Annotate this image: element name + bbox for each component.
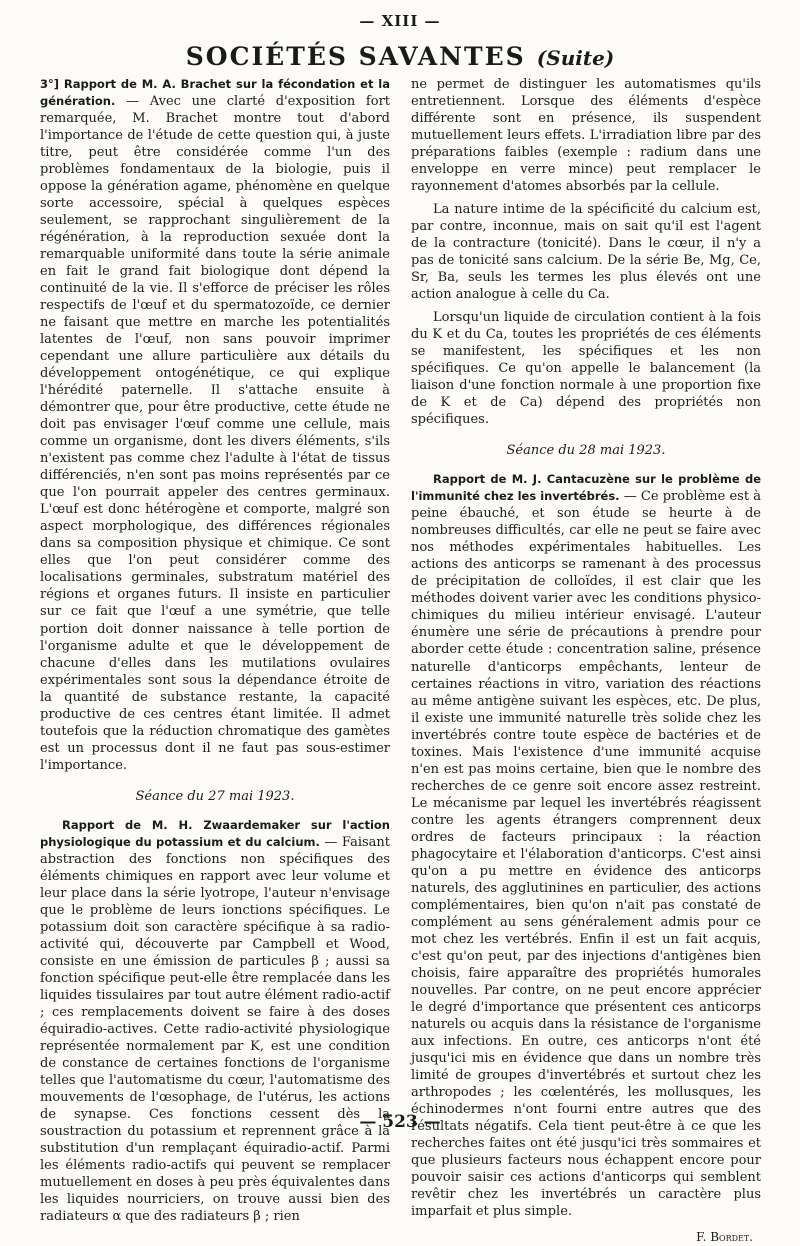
section-header <box>0 42 800 71</box>
left-column <box>40 76 390 1231</box>
cantacuzene-report-title: Rapport de M. J. Cantacuzène sur le problème de l'immunité chez les invertébrés. <box>411 472 761 504</box>
page-number-bottom: — 523 — <box>359 1112 441 1132</box>
section-title-suite: (Suite) <box>536 46 615 70</box>
cantacuzene-report <box>411 471 761 1220</box>
zwaardemaker-continuation: ne permet de distinguer les automatismes qu'ils entretiennent. Lorsque des éléments d'espèce différente sont en présence, ils suspendent mutuellement leurs effets. L'irradiation libre par des préparations faibles (exemple : radium dans une enveloppe en verre mince) peut remplacer le rayonnement d'atomes absorbés par la cellule. <box>411 77 761 195</box>
brachet-report <box>40 76 390 774</box>
cantacuzene-report-text: — Ce problème est à peine ébauché, et son étude se heurte à de nombreuses difficultés, car elle ne peut se faire avec nos méthodes expérimentales habituelles. Les actions des anticorps se ramenant à des processus de précipitation de colloïdes, il est clair que les méthodes doivent varier avec les conditions physico-chimiques du milieu intérieur envisagé. L'auteur énumère une série de précautions à prendre pour aborder cette étude : concentration saline, présence naturelle d'anticorps empêchants, lenteur de certaines réactions in vitro, variation des réactions au même antigène suivant les espèces, etc. De plus, il existe une immunité naturelle très solide chez les invertébrés contre toute espèce de bactéries et de toxines. Mais l'existence d'une immunité acquise n'en est pas moins certaine, bien que le nombre des recherches de ce genre soit encore assez restreint. Le mécanisme par lequel les invertébrés réagissent contre les agents étrangers comprennent deux ordres de facteurs principaux : la réaction phagocytaire et l'élaboration d'anticorps. C'est ainsi qu'on a pu mettre en évidence des anticorps naturels, des agglutinines en particulier, des actions complémentaires, bien qu'on n'ait pas constaté de complément au sens généralement admis pour ce mot chez les vertébrés. Enfin il est un fait acquis, c'est qu'on peut, par des injections d'antigènes bien choisis, faire apparaître des propriétés humorales nouvelles. Par contre, on ne peut encore apprécier le degré d'importance que présentent ces anticorps naturels ou acquis dans la résistance de l'organisme aux infections. En outre, ces anticorps n'ont été jusqu'ici mis en évidence que dans un nombre très limité de groupes d'invertébrés et surtout chez les arthropodes ; les cœlentérés, les mollusques, les échinodermes n'ont fourni entre autres que des résultats négatifs. Cela tient peut-être à ce que les recherches faites ont été jusqu'ici très sommaires et que plusieurs facteurs nous échappent encore pour pouvoir saisir ces actions d'anticorps qui semblent revêtir chez les invertébrés un caractère plus imparfait et plus simple. <box>411 489 761 1219</box>
session-date-28-mai: Séance du 28 mai 1923. <box>506 443 666 459</box>
zwaardemaker-balance-paragraph: Lorsqu'un liquide de circulation contient à la fois du K et du Ca, toutes les propriétés de ces éléments se manifestent, les spécifiques et les non spécifiques. Ce qu'on appelle le balancement (la liaison d'une fonction normale à une proportion fixe de K et de Ca) dépend des propriétés non spécifiques. <box>411 310 761 428</box>
zwaardemaker-report-title: Rapport de M. H. Zwaardemaker sur l'action physiologique du potassium et du calcium. <box>40 817 390 849</box>
zwaardemaker-calcium-paragraph: La nature intime de la spécificité du calcium est, par contre, inconnue, mais on sait qu'il est l'agent de la contracture (tonicité). Dans le cœur, il n'y a pas de tonicité sans calcium. De la série Be, Mg, Ce, Sr, Ba, seuls les termes les plus élevés ont une action analogue à celle du Ca. <box>411 202 761 303</box>
brachet-report-text: — Avec une clarté d'exposition fort remarquée, M. Brachet montre tout d'abord l'importance de l'étude de cette question qui, à juste titre, peut être considérée comme l'un des problèmes fondamentaux de la biologie, puis il oppose la génération agame, phénomène en quelque sorte accessoire, spécial à quelques espèces seulement, se rapprochant singulièrement de la régénération, à la reproduction sexuée dont la remarquable uniformité dans toute la série animale en fait le grand fait biologique dont dépend la continuité de la vie. Il s'efforce de préciser les rôles respectifs de l'œuf et du spermatozoïde, ce dernier ne faisant que mettre en marche les potentialités latentes de l'œuf, non sans pouvoir imprimer cependant une allure particulière aux détails du développement ontogénétique, ce qui explique l'hérédité paternelle. Il s'attache ensuite à démontrer que, pour être productive, cette étude ne doit pas envisager l'œuf comme une cellule, mais comme un organisme, dont les divers éléments, s'ils n'existent pas comme chez l'adulte à l'état de tissus différenciés, n'en sont pas moins représentés par ce que l'on pourrait appeler des centres germinaux. L'œuf est donc hétérogène et comporte, malgré son aspect morphologique, des différences régionales dans sa composition physique et chimique. Ce sont elles que l'on peut considérer comme des localisations germinales, substratum matériel des régions et organes futurs. Il insiste en particulier sur ce fait que l'œuf a une symétrie, que telle portion doit donner naissance à telle portion de l'organisme adulte et que le développement de chacune d'elles dans les mutilations ovulaires expérimentales sont sous la dépendance étroite de la quantité de substance restante, la capacité productive de ces centres étant limitée. Il admet toutefois que la réduction chromatique des gamètes est un processus dont il ne faut pas sous-estimer l'importance. <box>40 94 391 773</box>
page-number-top: — XIII — <box>359 12 441 30</box>
section-title: SOCIÉTÉS SAVANTES <box>185 42 526 71</box>
session-date-27-mai: Séance du 27 mai 1923. <box>135 788 295 804</box>
author-signature: F. Bordet. <box>696 1230 753 1245</box>
right-column <box>411 76 761 1246</box>
zwaardemaker-report-text: — Faisant abstraction des fonctions non spécifiques des éléments chimiques en rapport avec leur volume et leur place dans la série lyotrope, l'auteur n'envisage que le problème de leurs ionctions spécifiques. Le potassium doit son caractère spécifique à sa radio-activité qui, découverte par Campbell et Wood, consiste en une émission de particules β ; aussi sa fonction spécifique peut-elle être remplacée dans les liquides tissulaires par tout autre élément radio-actif ; ces remplacements doivent se faire à des doses équiradio-actives. Cette radio-activité physiologique représentée normalement par K, est une condition de constance de certaines fonctions de l'organisme telles que l'automatisme du cœur, l'automatisme des mouvements de l'œsophage, de l'utérus, les actions de synapse. Ces fonctions cessent dès la soustraction du potassium et reprennent grâce à la substitution d'un remplaçant équiradio-actif. Parmi les éléments radio-actifs qui peuvent se remplacer mutuellement en doses à peu près équivalentes dans les liquides nourriciers, on trouve aussi bien des radiateurs α que des radiateurs β ; rien <box>40 834 390 1225</box>
zwaardemaker-report <box>40 817 390 1225</box>
brachet-report-title: 3°] Rapport de M. A. Brachet sur la fécondation et la génération. <box>40 77 390 109</box>
